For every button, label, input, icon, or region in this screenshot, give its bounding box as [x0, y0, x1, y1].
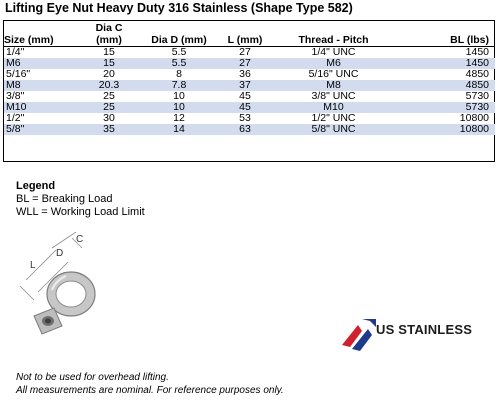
- table-cell: M8: [4, 80, 74, 91]
- table-cell: 20: [103, 68, 115, 80]
- table-cell: 25: [74, 102, 144, 113]
- table-header-row: [4, 20, 495, 47]
- table-cell: 15: [74, 58, 144, 69]
- table-cell: M6: [276, 58, 391, 69]
- header-dia-d: Dia D (mm): [144, 20, 214, 47]
- header-dia-c: [74, 20, 144, 47]
- table-cell: 63: [214, 124, 276, 135]
- label-c: C: [76, 234, 84, 245]
- legend: [16, 180, 145, 219]
- spec-table: [4, 20, 495, 135]
- table-cell: 10800: [459, 112, 489, 124]
- note-overhead: Not to be used for overhead lifting.: [16, 372, 169, 383]
- table-cell: 10: [173, 90, 185, 102]
- table-cell: 5/8" UNC: [276, 124, 391, 135]
- table-cell: 20.3: [74, 80, 144, 91]
- header-thread-pitch: Thread - Pitch: [276, 20, 391, 47]
- table-cell: 36: [239, 68, 251, 80]
- table-cell: 53: [239, 112, 251, 124]
- table-cell: M8: [276, 80, 391, 91]
- table-cell: 35: [74, 124, 144, 135]
- table-cell: 1/2": [6, 112, 25, 124]
- table-cell: 45: [239, 90, 251, 102]
- table-cell: 5730: [465, 90, 489, 102]
- table-cell: 15: [103, 46, 115, 58]
- table-row: [4, 124, 495, 135]
- label-l: L: [30, 260, 36, 271]
- table-cell: 4850: [465, 68, 489, 80]
- table-cell: 45: [214, 102, 276, 113]
- table-cell: 1/4": [6, 46, 25, 58]
- table-cell: 27: [214, 58, 276, 69]
- table-cell: 8: [176, 68, 182, 80]
- logo-text: US STAINLESS: [376, 322, 473, 337]
- table-cell: 3/8": [6, 90, 25, 102]
- table-cell: 10: [144, 102, 214, 113]
- table-cell: 5/16": [6, 68, 31, 80]
- table-cell: 3/8" UNC: [311, 90, 356, 102]
- table-cell: 27: [239, 46, 251, 58]
- us-stainless-logo-icon: [338, 315, 378, 355]
- table-cell: M10: [4, 102, 74, 113]
- table-cell: 12: [173, 112, 185, 124]
- table-cell: 30: [103, 112, 115, 124]
- table-cell: 5.5: [171, 46, 187, 58]
- table-cell: 4850: [391, 80, 495, 91]
- note-nominal: All measurements are nominal. For reference purposes only.: [16, 385, 284, 396]
- table-cell: M10: [276, 102, 391, 113]
- table-cell: 37: [214, 80, 276, 91]
- eye-nut-diagram: [16, 232, 121, 337]
- page-title: Lifting Eye Nut Heavy Duty 316 Stainless (Shape Type 582): [5, 1, 353, 15]
- header-dia-c-bottom: (mm): [96, 34, 122, 46]
- header-bl: BL (lbs): [391, 20, 495, 47]
- table-cell: 1450: [465, 46, 489, 58]
- table-cell: 10800: [391, 124, 495, 135]
- table-cell: 5730: [391, 102, 495, 113]
- table-cell: 1/2" UNC: [311, 112, 356, 124]
- label-d: D: [56, 248, 64, 259]
- table-cell: 1/4" UNC: [311, 46, 356, 58]
- header-dia-c-top: Dia C: [95, 22, 123, 34]
- legend-wll: WLL = Working Load Limit: [16, 206, 145, 218]
- table-cell: 1450: [391, 58, 495, 69]
- table-cell: 5/8": [4, 124, 74, 135]
- table-cell: 5/16" UNC: [308, 68, 359, 80]
- notes: [16, 371, 284, 397]
- table-cell: 7.8: [144, 80, 214, 91]
- legend-heading: Legend: [16, 180, 56, 192]
- legend-bl: BL = Breaking Load: [16, 193, 113, 205]
- table-cell: 5.5: [144, 58, 214, 69]
- table-cell: 14: [144, 124, 214, 135]
- header-l: L (mm): [214, 20, 276, 47]
- header-size: Size (mm): [4, 20, 74, 47]
- table-cell: 25: [103, 90, 115, 102]
- table-cell: M6: [4, 58, 74, 69]
- table-body: [4, 47, 495, 136]
